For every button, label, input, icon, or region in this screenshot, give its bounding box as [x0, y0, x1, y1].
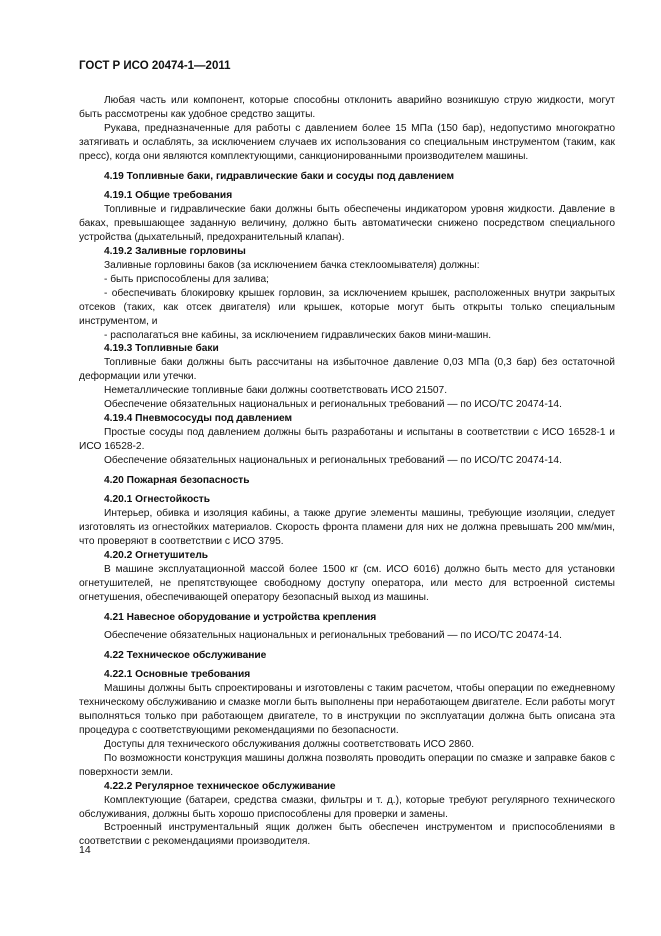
section-heading-4-19: 4.19 Топливные баки, гидравлические баки и сосуды под давлением [104, 170, 454, 182]
list-item: - быть приспособлены для залива; [104, 273, 269, 285]
paragraph: Обеспечение обязательных национальных и региональных требований — по ИСО/ТС 20474-14. [104, 399, 562, 411]
paragraph: Интерьер, обивка и изоляция кабины, а также другие элементы машины, требующие изоляции, следует изготовлять из огнестойких материалов. Скорость фронта пламени для них не должна превышать 200 мм/мин, что проверяют в соответствии с ИСО 3795. [79, 508, 615, 548]
paragraph: Встроенный инструментальный ящик должен быть обеспечен инструментом и приспособлениями в соответствии с рекомендациями производителя. [79, 822, 615, 848]
paragraph: Рукава, предназначенные для работы с давлением более 15 МПа (150 бар), недопустимо многократно затягивать и ослаблять, за исключением случаев их использования со специальным инструментом (таким, как пресс), когда они являются комплектующими, санкционированными производителем машины. [79, 122, 615, 162]
section-heading-4-21: 4.21 Навесное оборудование и устройства крепления [104, 611, 377, 623]
paragraph: Топливные и гидравлические баки должны быть обеспечены индикатором уровня жидкости. Давление в баках, превышающее заданную величину, должно быть автоматически снижено посредством специального устройства (дыхательный, предохранительный клапан). [79, 204, 615, 244]
paragraph: Комплектующие (батареи, средства смазки, фильтры и т. д.), которые требуют регулярного технического обслуживания, должны быть хорошо приспособлены для проверки и замены. [79, 794, 615, 820]
list-item: - располагаться вне кабины, за исключением гидравлических баков мини-машин. [104, 329, 492, 341]
paragraph: По возможности конструкция машины должна позволять проводить операции по смазке и заправке баков с поверхности земли. [79, 752, 615, 778]
paragraph: Любая часть или компонент, которые способны отклонить аварийно возникшую струю жидкости, могут быть рассмотрены как удобное средство защиты. [79, 95, 615, 120]
page-number: 14 [79, 844, 91, 856]
section-heading-4-20: 4.20 Пожарная безопасность [104, 474, 250, 486]
document-body [79, 94, 615, 849]
paragraph: Машины должны быть спроектированы и изготовлены с таким расчетом, чтобы операции по ежедневному техническому обслуживанию и смазке могли быть выполнены при неработающем двигателе. Если работы могут выполняться только при работающем двигателе, то в инструкции по эксплуатации должна быть описана эта процедура с соответствующими рекомендациями по безопасности. [79, 683, 616, 737]
subsection-heading-4-20-2: 4.20.2 Огнетушитель [104, 550, 209, 562]
document-header: ГОСТ Р ИСО 20474-1—2011 [79, 60, 231, 72]
paragraph: Обеспечение обязательных национальных и региональных требований — по ИСО/ТС 20474-14. [104, 629, 562, 641]
subsection-heading-4-19-1: 4.19.1 Общие требования [104, 190, 233, 202]
paragraph: Простые сосуды под давлением должны быть разработаны и испытаны в соответствии с ИСО 16528-1 и ИСО 16528-2. [79, 426, 615, 452]
subsection-heading-4-19-3: 4.19.3 Топливные баки [104, 343, 219, 355]
section-heading-4-22: 4.22 Техническое обслуживание [104, 649, 267, 661]
subsection-heading-4-19-4: 4.19.4 Пневмососуды под давлением [104, 412, 293, 424]
subsection-heading-4-22-2: 4.22.2 Регулярное техническое обслуживание [104, 780, 336, 792]
paragraph: Доступы для технического обслуживания должны соответствовать ИСО 2860. [104, 738, 475, 750]
paragraph: Обеспечение обязательных национальных и региональных требований — по ИСО/ТС 20474-14. [104, 454, 562, 466]
paragraph: Заливные горловины баков (за исключением бачка стеклоомывателя) должны: [104, 259, 480, 271]
subsection-heading-4-19-2: 4.19.2 Заливные горловины [104, 246, 246, 258]
subsection-heading-4-22-1: 4.22.1 Основные требования [104, 669, 251, 681]
paragraph: Неметаллические топливные баки должны соответствовать ИСО 21507. [104, 385, 448, 397]
paragraph: Топливные баки должны быть рассчитаны на избыточное давление 0,03 МПа (0,3 бар) без остаточной деформации или утечки. [79, 357, 615, 383]
list-item: - обеспечивать блокировку крышек горловин, за исключением крышек, расположенных внутри закрытых отсеков (таких, как отсек двигателя) или крышек, которые могут быть открыты только специальным инструментом, и [79, 287, 615, 327]
subsection-heading-4-20-1: 4.20.1 Огнестойкость [104, 494, 210, 506]
paragraph: В машине эксплуатационной массой более 1500 кг (см. ИСО 6016) должно быть место для установки огнетушителей, не препятствующее свободному доступу оператора, или место для встроенной системы огнетушения, обеспечивающей оператору безопасный выход из машины. [79, 564, 615, 603]
